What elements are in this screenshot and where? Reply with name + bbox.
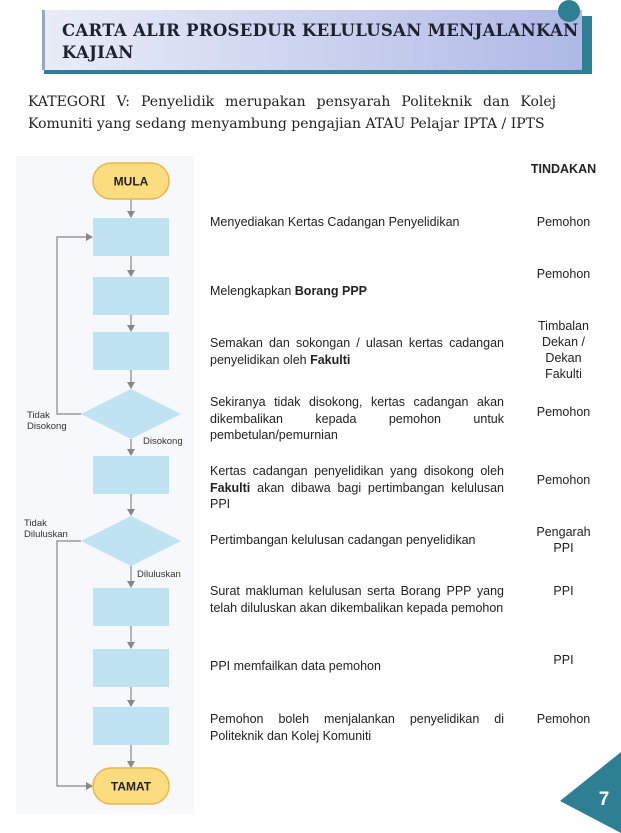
step-4-text: Sekiranya tidak disokong, kertas cadangan akan dikembalikan kepada pemohon untuk pembetulan/pemurnian xyxy=(210,395,504,442)
step-4-action: Pemohon xyxy=(536,405,591,419)
step-1-text: Menyediakan Kertas Cadangan Penyelidikan xyxy=(210,215,460,229)
start-terminal-label: MULA xyxy=(113,174,149,189)
decision-2-no-label-2: Diluluskan xyxy=(24,529,68,540)
step-3-text: Semakan dan sokongan / ulasan kertas cadangan penyelidikan oleh xyxy=(210,336,504,367)
page-title-line-2: KAJIAN xyxy=(62,43,134,62)
page-number: 7 xyxy=(598,789,610,810)
step-5-text: Kertas cadangan penyelidikan yang disokong oleh xyxy=(210,464,504,478)
step-6-text: Pertimbangan kelulusan cadangan penyelidikan xyxy=(210,533,476,547)
category-description-line-1: KATEGORI V: Penyelidik merupakan pensyarah Politeknik dan Kolej xyxy=(28,94,556,110)
step-8-action: PPI xyxy=(553,653,574,667)
page-title-line-1: CARTA ALIR PROSEDUR KELULUSAN MENJALANKAN xyxy=(62,21,579,40)
step-9-text: Pemohon boleh menjalankan penyelidikan di Politeknik dan Kolej Komuniti xyxy=(210,712,504,743)
step-1-action: Pemohon xyxy=(536,215,591,229)
end-terminal-label: TAMAT xyxy=(110,779,152,794)
step-7-text: Surat makluman kelulusan serta Borang PPP yang telah diluluskan akan dikembalikan kepada pemohon xyxy=(210,584,504,615)
category-description-line-2: Komuniti yang sedang menyambung pengajian ATAU Pelajar IPTA / IPTS xyxy=(28,116,545,132)
step-3-bold: Fakulti xyxy=(310,352,351,367)
step-9-action: Pemohon xyxy=(536,712,591,726)
step-7-action: PPI xyxy=(553,584,574,598)
decision-1-yes-label: Disokong xyxy=(143,436,183,447)
step-8-text: PPI memfailkan data pemohon xyxy=(210,659,381,673)
step-5-bold: Fakulti xyxy=(210,480,251,495)
step-5-action: Pemohon xyxy=(536,473,591,487)
decision-1-no-label-1: Tidak xyxy=(27,410,50,421)
step-5-text-end: akan dibawa bagi pertimbangan kelulusan PPI xyxy=(210,480,504,511)
decision-2-yes-label: Diluluskan xyxy=(137,569,181,580)
step-2-bold: Borang PPP xyxy=(294,284,368,298)
step-6-action: Pengarah PPI xyxy=(536,525,591,555)
step-2-action: Pemohon xyxy=(536,267,591,281)
action-column-header: TINDAKAN xyxy=(530,162,597,176)
step-2-text: Melengkapkan xyxy=(210,284,295,298)
step-3-action: Timbalan Dekan / Dekan Fakulti xyxy=(538,319,589,381)
decision-2-no-label-1: Tidak xyxy=(24,518,47,529)
decision-1-no-label-2: Disokong xyxy=(27,421,67,432)
